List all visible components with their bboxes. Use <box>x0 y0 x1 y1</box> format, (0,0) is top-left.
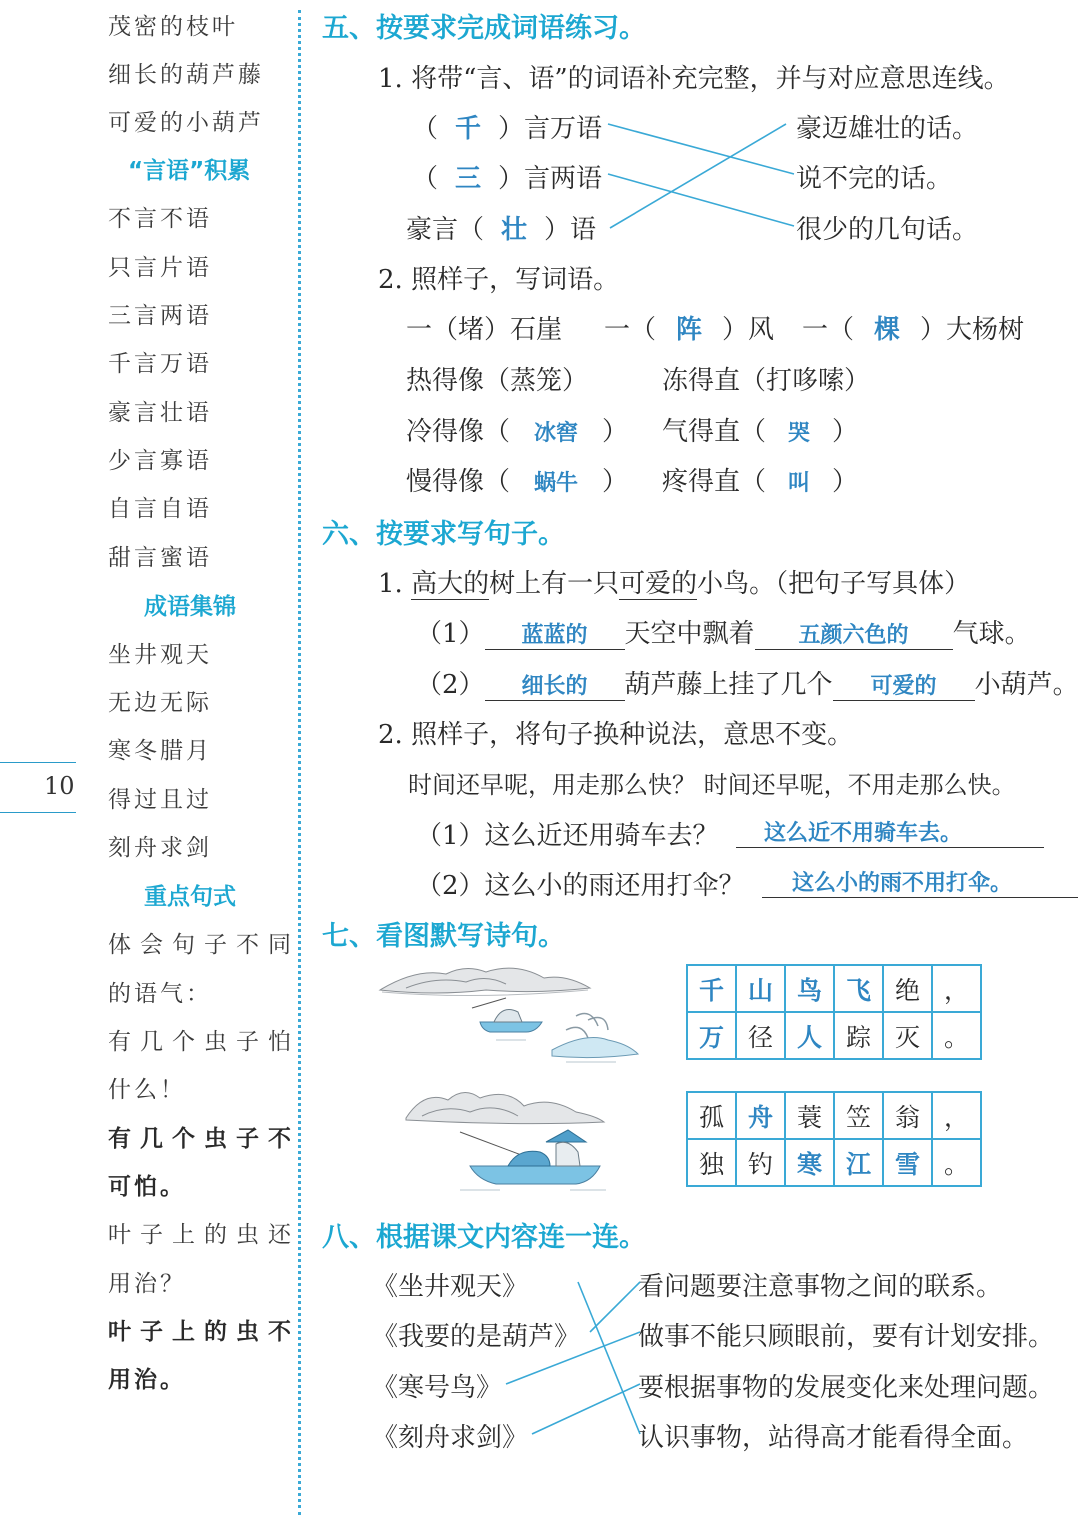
sidebar-item: 可爱的小葫芦 <box>108 110 264 136</box>
sidebar-item: 无边无际 <box>108 690 212 716</box>
poem-cell: 江 <box>834 1139 883 1186</box>
answer-blank: 蓝蓝的 <box>485 618 625 650</box>
poem-cell: 飞 <box>834 965 883 1012</box>
story-title: 《我要的是葫芦》 <box>372 1322 581 1352</box>
match-line <box>590 1282 640 1332</box>
poem-cell: 踪 <box>834 1012 883 1059</box>
meaning-right-2: 说不完的话。 <box>796 164 953 194</box>
poem-cell: ， <box>932 965 981 1012</box>
sidebar-item: 细长的葫芦藤 <box>108 62 264 88</box>
sidebar-item: 可怕。 <box>108 1173 186 1200</box>
poem-cell: 钓 <box>736 1139 785 1186</box>
sidebar-item: 刻舟求剑 <box>108 835 212 861</box>
sidebar-item: 茂密的枝叶 <box>108 14 238 40</box>
meaning-right-1: 豪迈雄壮的话。 <box>796 114 979 144</box>
simile-row: 疼得直（ 叫 ） <box>662 467 859 497</box>
poem-cell: 绝 <box>883 965 932 1012</box>
poem-cell: 。 <box>932 1139 981 1186</box>
sidebar-item: 寒冬腊月 <box>108 738 212 764</box>
section-6-q1: 1. 高大的树上有一只可爱的小鸟。（把句子写具体） <box>378 569 971 599</box>
story-title: 《坐井观天》 <box>372 1272 529 1302</box>
simile-row: 慢得像（ 蜗牛 ） <box>406 467 629 497</box>
poem-cell: ， <box>932 1092 981 1139</box>
sidebar-item: 不言不语 <box>108 206 212 232</box>
poem-cell: 独 <box>687 1139 736 1186</box>
poem-cell: 人 <box>785 1012 834 1059</box>
sidebar-item: 三言两语 <box>108 303 212 329</box>
match-line <box>532 1384 640 1434</box>
section-8-title: 八、根据课文内容连一连。 <box>322 1222 646 1253</box>
sidebar-item: 什么！ <box>108 1077 186 1103</box>
word-left-2: （ 三 ）言两语 <box>412 158 602 195</box>
match-line <box>578 1282 640 1434</box>
sidebar-item: 只言片语 <box>108 255 212 281</box>
match-line <box>608 124 794 174</box>
poem-cell: 笠 <box>834 1092 883 1139</box>
match-line <box>608 174 794 226</box>
sidebar-item: 千言万语 <box>108 351 212 377</box>
answer: 壮 <box>501 215 528 245</box>
poem-cell: 舟 <box>736 1092 785 1139</box>
poem-cell: 万 <box>687 1012 736 1059</box>
page-number: 10 <box>44 772 75 800</box>
simile-example: 热得像（蒸笼） <box>406 366 589 396</box>
sidebar-item: 少言寡语 <box>108 448 212 474</box>
poem-cell: 鸟 <box>785 965 834 1012</box>
measure-word-row: 一（ 阵 ）风 <box>604 315 775 345</box>
rewrite-answer-1: 这么近不用骑车去。 <box>736 816 1044 848</box>
poem-cell: 翁 <box>883 1092 932 1139</box>
poem-cell: 山 <box>736 965 785 1012</box>
word-left-3: 豪言（ 壮 ）语 <box>406 209 596 246</box>
measure-word-example: 一（堵）石崖 <box>406 315 563 345</box>
simile-example: 冻得直（打哆嗦） <box>662 366 871 396</box>
simile-row: 冷得像（ 冰窖 ） <box>406 417 629 447</box>
section-5-q2: 2. 照样子，写词语。 <box>378 265 620 295</box>
sidebar-item: 坐井观天 <box>108 642 212 668</box>
poem-cell: 孤 <box>687 1092 736 1139</box>
rewrite-q1: （1）这么近还用骑车去？ <box>416 821 719 851</box>
sidebar-heading-chengyu: 成语集锦 <box>144 594 236 620</box>
sidebar-item: 体会句子不同 <box>108 932 300 958</box>
match-line <box>506 1332 640 1384</box>
simile-row: 气得直（ 哭 ） <box>662 417 859 447</box>
sidebar-item: 得过且过 <box>108 787 212 813</box>
sidebar-item: 有几个虫子不 <box>108 1125 300 1152</box>
story-moral: 做事不能只顾眼前，要有计划安排。 <box>638 1322 1055 1352</box>
poem-cell: 。 <box>932 1012 981 1059</box>
sidebar-item: 豪言壮语 <box>108 400 212 426</box>
meaning-right-3: 很少的几句话。 <box>796 215 979 245</box>
section-6-q2: 2. 照样子，将句子换种说法，意思不变。 <box>378 720 854 750</box>
rewrite-q2: （2）这么小的雨还用打伞？ <box>416 871 745 901</box>
match-line <box>610 124 786 228</box>
sidebar-item: 叶子上的虫还 <box>108 1222 300 1248</box>
word-left-1: （ 千 ）言万语 <box>412 108 602 145</box>
answer-blank: 细长的 <box>485 669 625 701</box>
story-title: 《寒号鸟》 <box>372 1373 503 1403</box>
story-moral: 看问题要注意事物之间的联系。 <box>638 1272 1003 1302</box>
sidebar-heading-juzi: 重点句式 <box>144 884 236 910</box>
poem-cell: 径 <box>736 1012 785 1059</box>
answer: 三 <box>455 164 482 194</box>
story-title: 《刻舟求剑》 <box>372 1423 529 1453</box>
sidebar-item: 用治？ <box>108 1271 186 1297</box>
sidebar-item: 有几个虫子怕 <box>108 1029 300 1055</box>
sentence-expand-1: （1） 蓝蓝的 天空中飘着 五颜六色的 气球。 <box>416 619 1031 649</box>
sidebar-heading-yanyu: “言语”积累 <box>128 158 251 184</box>
poem-cell: 千 <box>687 965 736 1012</box>
measure-word-row: 一（ 棵 ）大杨树 <box>802 315 1025 345</box>
poem-cell: 寒 <box>785 1139 834 1186</box>
section-6-title: 六、按要求写句子。 <box>322 519 565 550</box>
sidebar-item: 用治。 <box>108 1366 186 1393</box>
sidebar-item: 甜言蜜语 <box>108 545 212 571</box>
sidebar-item: 自言自语 <box>108 496 212 522</box>
poem-cell: 灭 <box>883 1012 932 1059</box>
story-moral: 认识事物，站得高才能看得全面。 <box>638 1423 1029 1453</box>
sentence-expand-2: （2） 细长的 葫芦藤上挂了几个 可爱的 小葫芦。 <box>416 670 1079 700</box>
section-5-q1: 1. 将带“言、语”的词语补充完整，并与对应意思连线。 <box>378 64 1010 94</box>
answer-blank: 五颜六色的 <box>755 618 953 650</box>
rewrite-answer-2: 这么小的雨不用打伞。 <box>762 866 1078 898</box>
answer: 千 <box>455 114 482 144</box>
poem-cell: 蓑 <box>785 1092 834 1139</box>
poem-cell: 雪 <box>883 1139 932 1186</box>
story-moral: 要根据事物的发展变化来处理问题。 <box>638 1373 1055 1403</box>
section-7-title: 七、看图默写诗句。 <box>322 921 565 952</box>
section-5-title: 五、按要求完成词语练习。 <box>322 13 646 44</box>
rewrite-example: 时间还早呢，用走那么快？ 时间还早呢，不用走那么快。 <box>408 771 1016 799</box>
sidebar-item: 的语气： <box>108 981 212 1007</box>
sidebar-item: 叶子上的虫不 <box>108 1318 300 1345</box>
answer-blank: 可爱的 <box>833 669 975 701</box>
